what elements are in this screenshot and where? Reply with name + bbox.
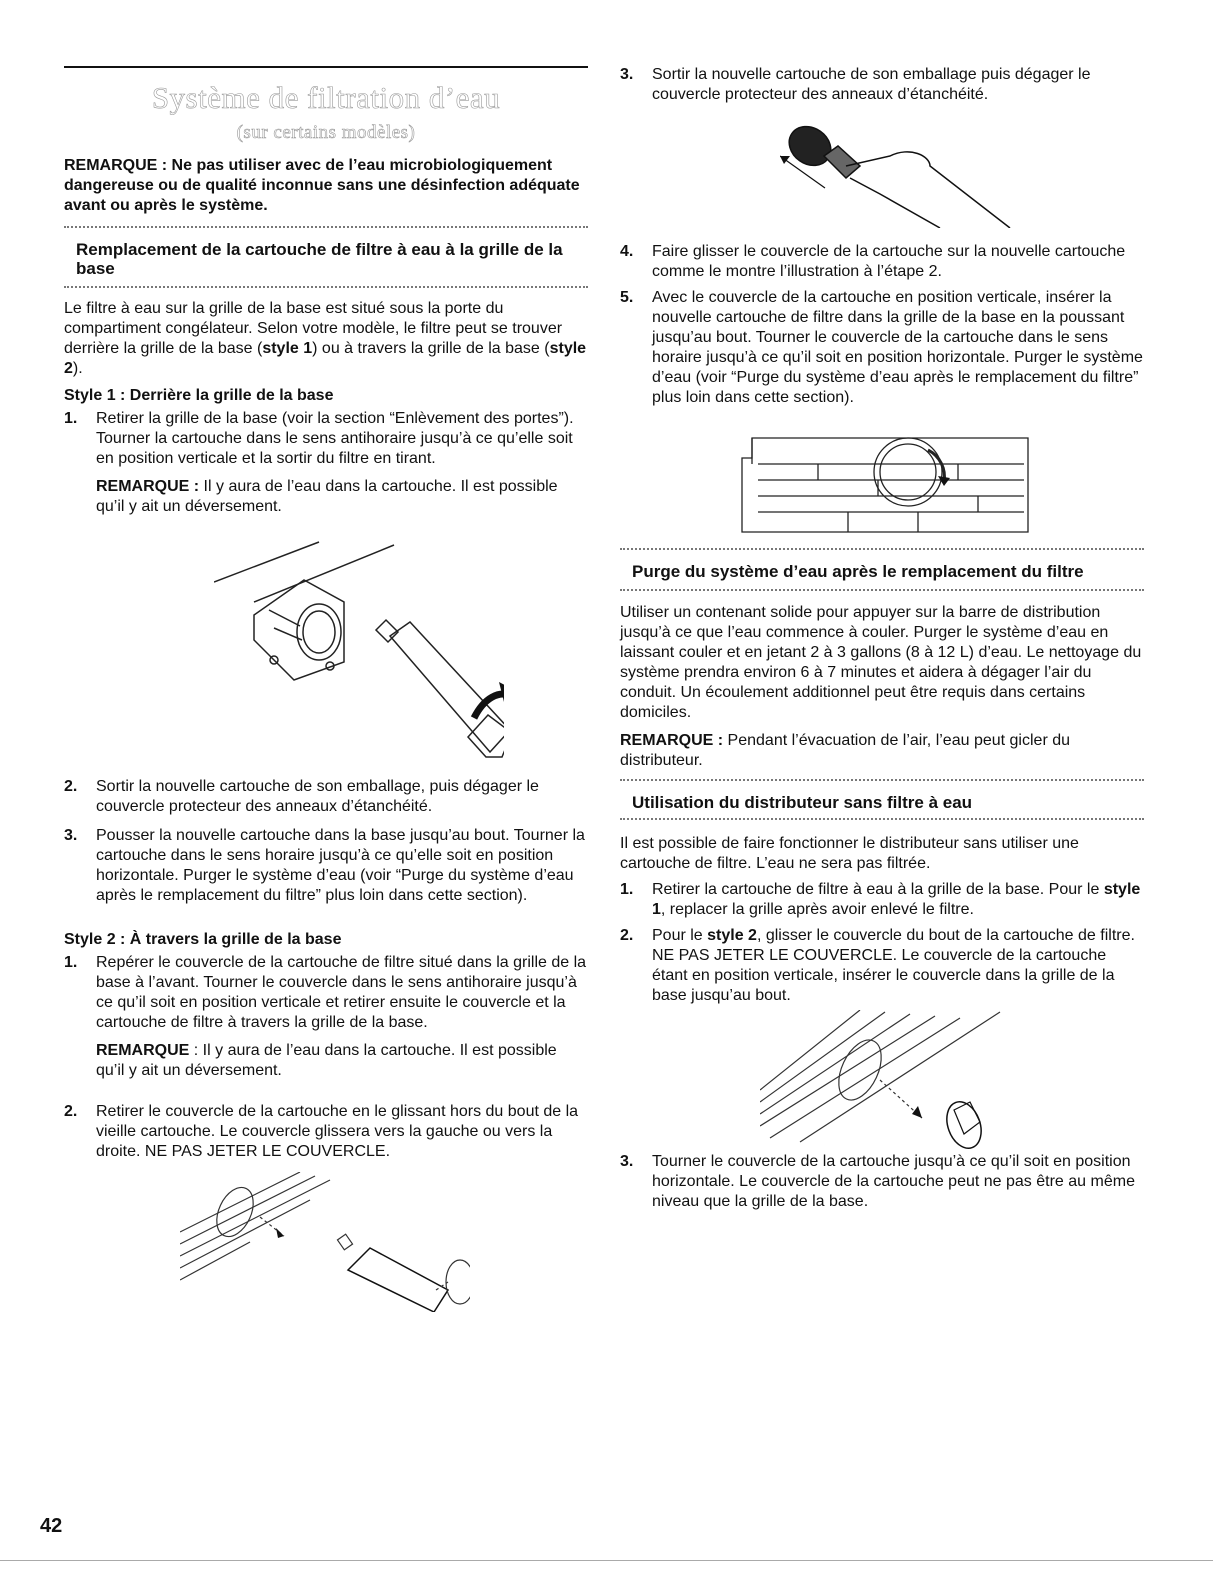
list-item: 3. Pousser la nouvelle cartouche dans la base jusqu’au bout. Tourner la cartouche dans le sens horaire jusqu’à ce qu’elle soit en position horizontale. Purger le système d’eau (voir “Purge du système d’eau après le remplacement du filtre” plus loin dans cette section). [64,827,585,904]
list-item: 2. Retirer le couvercle de la cartouche en le glissant hors du bout de la vieille cartouche. Le couvercle glissera vers la gauche ou vers la droite. NE PAS JETER LE COUVERCLE. [64,1103,579,1160]
style2-heading: Style 2 : À travers la grille de la base [64,931,342,948]
no-filter-body: Il est possible de faire fonctionner le distributeur sans utiliser une cartouche de filtre. L’eau ne sera pas filtrée. [620,835,1079,872]
title-rule [64,66,588,68]
list-item: 2. Sortir la nouvelle cartouche de son emballage, puis dégager le couvercle protecteur des anneaux d’étanchéité. [64,778,539,815]
list-item: 3. Tourner le couvercle de la cartouche jusqu’à ce qu’il soit en position horizontale. Le couvercle de la cartouche peut ne pas être au même niveau que la grille de la base. [620,1153,1135,1210]
divider [64,226,588,228]
cap-insert-illustration [760,1010,1010,1150]
list-item: 3. Sortir la nouvelle cartouche de son emballage puis dégager le couvercle protecteur des anneaux d’étanchéité. [620,66,1091,103]
base-grille-cap-illustration [738,434,1030,536]
page-bottom-rule [0,1560,1213,1561]
section-intro: Le filtre à eau sur la grille de la base est situé sous la porte du compartiment congélateur. Selon votre modèle, le filtre peut se trouver derrière la grille de la base (style 1) ou à travers la grille de la base (style 2). [64,300,587,377]
divider [620,818,1144,820]
divider [64,286,588,288]
section-heading-purge: Purge du système d’eau après le remplacement du filtre [632,562,1084,581]
page-title: Système de filtration d’eau [151,80,501,115]
style1-cartridge-illustration [214,540,504,772]
section-heading-no-filter: Utilisation du distributeur sans filtre à eau [632,793,973,812]
purge-body: Utiliser un contenant solide pour appuyer sur la barre de distribution jusqu’à ce que l’eau commence à couler. Purger le système d’eau en laissant couler et en jetant 2 à 3 gallons (8 à 12 L) d’eau. Le nettoyage du système prendra environ 6 à 7 minutes et aidera à dégager l’air du conduit. Un écoulement additionnel peut être requis dans certains domiciles. [620,604,1142,721]
list-item: 1. Retirer la cartouche de filtre à eau à la grille de la base. Pour le style 1, replacer la grille après avoir enlevé le filtre. [620,881,1141,918]
divider [620,548,1144,550]
intro-warning: REMARQUE : Ne pas utiliser avec de l’eau microbiologiquement dangereuse ou de qualité inconnue sans une désinfection adéquate avant ou après le système. [64,157,580,214]
list-item: 5. Avec le couvercle de la cartouche en position verticale, insérer la nouvelle cartouche de filtre dans la grille de la base en la poussant jusqu’au bout. Tourner le couvercle de la cartouche dans le sens horaire jusqu’à ce qu’il soit en position horizontale. Purger le système d’eau (voir “Purge du système d’eau après le remplacement du filtre” plus loin dans cette section). [620,289,1143,406]
divider [620,589,1144,591]
list-item: 4. Faire glisser le couvercle de la cartouche sur la nouvelle cartouche comme le montre l’illustration à l’étape 2. [620,243,1126,280]
list-item: 1. Repérer le couvercle de la cartouche de filtre situé dans la grille de la base à l’avant. Tourner le couvercle dans le sens antihoraire jusqu’à ce qu’il soit en position verticale et retirer ensuite le couvercle et la cartouche de filtre à travers la grille de la base. REMARQUE : Il y aura de l’eau dans la cartouche. Il est possible qu’il y ait un déversement. [64,954,587,1079]
style1-heading: Style 1 : Derrière la grille de la base [64,387,334,404]
purge-note: REMARQUE : Pendant l’évacuation de l’air, l’eau peut gicler du distributeur. [620,732,1071,769]
list-item: 2. Pour le style 2, glisser le couvercle du bout de la cartouche de filtre. NE PAS JETER LE COUVERCLE. Le couvercle de la cartouche étant en position verticale, insérer le couvercle dans la grille de la base jusqu’au bout. [620,927,1135,1004]
style2-cartridge-removal-illustration [180,1172,470,1312]
section-heading-replacement: Remplacement de la cartouche de filtre à eau à la grille de la base [76,240,563,278]
divider [620,779,1144,781]
page-subtitle: (sur certains modèles) [236,122,416,143]
page-number: 42 [40,1515,63,1537]
new-cartridge-cap-illustration [780,116,1040,228]
list-item: 1. Retirer la grille de la base (voir la section “Enlèvement des portes”). Tourner la cartouche dans le sens antihoraire jusqu’à ce qu’elle soit en position verticale et la sortir du filtre en tirant. REMARQUE : Il y aura de l’eau dans la cartouche. Il est possible qu’il y ait un déversement. [64,410,574,515]
